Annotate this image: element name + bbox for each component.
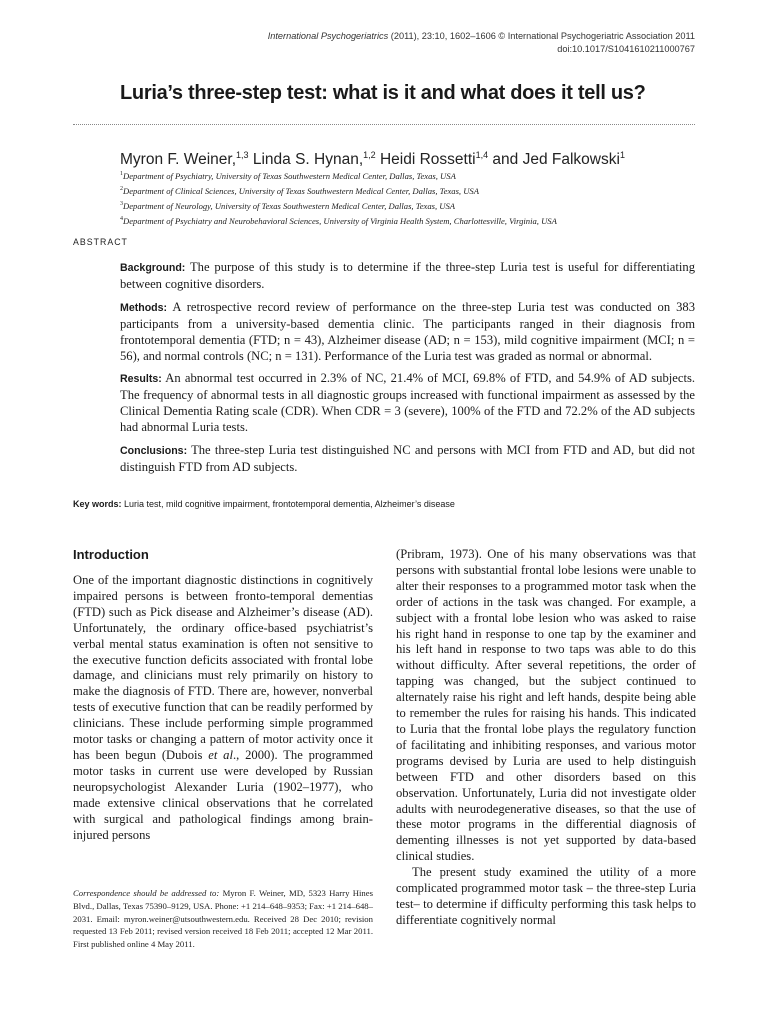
abstract-section-text: A retrospective record review of performance on the three-step Luria test was conducted on 383 participants from a university-based dementia clinic. The participants ranged in their diagnosis from frontotemporal dementia (FTD; n = 43), Alzheimer disease (AD; n = 153), mild cognitive impairment (MCI; n = 56), and normal controls (NC; n = 131). Performance of the Luria test was graded as normal or abnormal. — [120, 299, 695, 363]
author-2: Linda S. Hynan,$^{1,2}$ — [252, 150, 376, 168]
keywords-label: Key words: — [73, 499, 122, 509]
affiliation-1: $^1$Department of Psychiatry, University of Texas Southwestern Medical Center, Dallas, Texas, USA — [120, 170, 456, 181]
keywords — [73, 498, 695, 511]
right-column — [396, 547, 696, 929]
correspondence-text: Myron F. Weiner, MD, 5323 Harry Hines Blvd., Dallas, Texas 75390–9129, USA. Phone: +1 214–648–9353; Fax: +1 214–648–2031. Email: myron.weiner@utsouthwestern.edu. Received 28 Dec 2010; revision requested 13 Feb 2011; revised version received 18 Feb 2011; accepted 12 Mar 2011. First published online 4 May 2011. — [73, 888, 373, 950]
abstract-section-label: Background: — [120, 262, 186, 274]
affiliations — [120, 168, 700, 227]
left-column — [73, 547, 373, 843]
paper-title: Luria’s three-step test: what is it and what does it tell us? — [120, 82, 646, 104]
abstract-section-text: The purpose of this study is to determine if the three-step Luria test is useful for differentiating between cognitive disorders. — [120, 260, 695, 291]
journal-citation-text: (2011), 23:10, 1602–1606 © International Psychogeriatric Association 2011 — [388, 31, 695, 41]
keywords-text: Luria test, mild cognitive impairment, frontotemporal dementia, Alzheimer’s disease — [121, 499, 455, 509]
abstract-background — [120, 260, 695, 293]
abstract-heading: ABSTRACT — [73, 237, 128, 247]
abstract-results — [120, 371, 695, 436]
correspondence-footnote — [73, 887, 373, 951]
affiliation-2: $^2$Department of Clinical Sciences, University of Texas Southwestern Medical Center, Dallas, Texas, USA — [120, 185, 479, 196]
abstract-body — [120, 260, 695, 483]
section-heading-introduction: Introduction — [73, 547, 149, 562]
abstract-section-label: Results: — [120, 373, 162, 386]
abstract-section-text: An abnormal test occurred in 2.3% of NC, 21.4% of MCI, 69.8% of FTD, and 54.9% of AD subjects. The frequency of abnormal tests in all diagnostic groups increased with functional impairment as assessed by the Clinical Dementia Rating scale (CDR). When CDR = 3 (severe), 100% of the FTD and 72.2% of the AD subjects had abnormal Luria tests. — [120, 371, 695, 435]
abstract-conclusions — [120, 443, 695, 476]
journal-header — [95, 30, 695, 56]
journal-name: International Psychogeriatrics — [267, 31, 389, 41]
affiliation-3: $^3$Department of Neurology, University of Texas Southwestern Medical Center, Dallas, Texas, USA — [120, 200, 456, 211]
author-list — [120, 145, 700, 170]
author-1: Myron F. Weiner,$^{1,3}$ — [120, 150, 249, 168]
title-divider — [73, 124, 695, 125]
abstract-section-label: Methods: — [120, 301, 168, 314]
journal-citation — [95, 30, 695, 43]
author-4: Jed Falkowski$^1$ — [522, 150, 625, 168]
body-paragraph: (Pribram, 1973). One of his many observations was that persons with substantial frontal lobe lesions were unable to alter their responses to a programmed motor task when the order of actions in the task was changed. For example, a subject with a frontal lobe lesion who was asked to raise his right hand in response to one tap by the examiner and his left hand in response to two taps was able to do this without difficulty. After several repetitions, the order of tapping was changed, but the subject continued to alternately raise his right and left hands, despite being able to remember the rules for raising his hands. This indicated to Luria that the frontal lobe plays the regulatory function of facilitating and inhibiting responses, and various motor programs devised by Luria are used to help distinguish between FTD and other disorders based on this observation. Unfortunately, Luria did not investigate older adults with neurodegenerative diseases, so that the use of these motor programs in the differential diagnosis of dementing illnesses is not yet supported by data-based clinical studies. — [396, 547, 696, 864]
abstract-section-text: The three-step Luria test distinguished NC and persons with MCI from FTD and AD, but did not distinguish FTD from AD subjects. — [120, 443, 695, 474]
journal-doi: doi:10.1017/S1041610211000767 — [557, 44, 695, 54]
abstract-methods — [120, 300, 695, 365]
author-3: Heidi Rossetti$^{1,4}$ and — [379, 150, 523, 168]
correspondence-lead: Correspondence should be addressed to: — [73, 888, 220, 898]
body-paragraph: The present study examined the utility of a more complicated programmed motor task – the three-step Luria test– to determine if difficulty performing this task helps to differentiate cognitively normal — [396, 865, 696, 927]
body-paragraph: One of the important diagnostic distinctions in cognitively impaired persons is between fronto-temporal dementias (FTD) such as Pick disease and Alzheimer’s disease (AD). Unfortunately, the ordinary office-based psychiatrist’s verbal mental status examination is often not sensitive to the executive function deficits associated with frontal lobe damage, and clinicians must rely primarily on history to make the diagnosis of FTD. There are, however, nonverbal tests of executive function that can be readily performed by clinicians. These include performing simple programmed motor tasks or changing a pattern of motor activity once it has been begun (Dubois et al., 2000). The programmed motor tasks in current use were developed by Russian neuropsychologist Alexander Luria (1902–1977), who made extensive clinical observations that he correlated with surgical and pathological findings among brain-injured persons — [73, 573, 373, 842]
abstract-section-label: Conclusions: — [120, 445, 188, 458]
affiliation-4: $^4$Department of Psychiatry and Neurobehavioral Sciences, University of Virginia Health System, Charlottesville, Virginia, USA — [120, 215, 557, 226]
